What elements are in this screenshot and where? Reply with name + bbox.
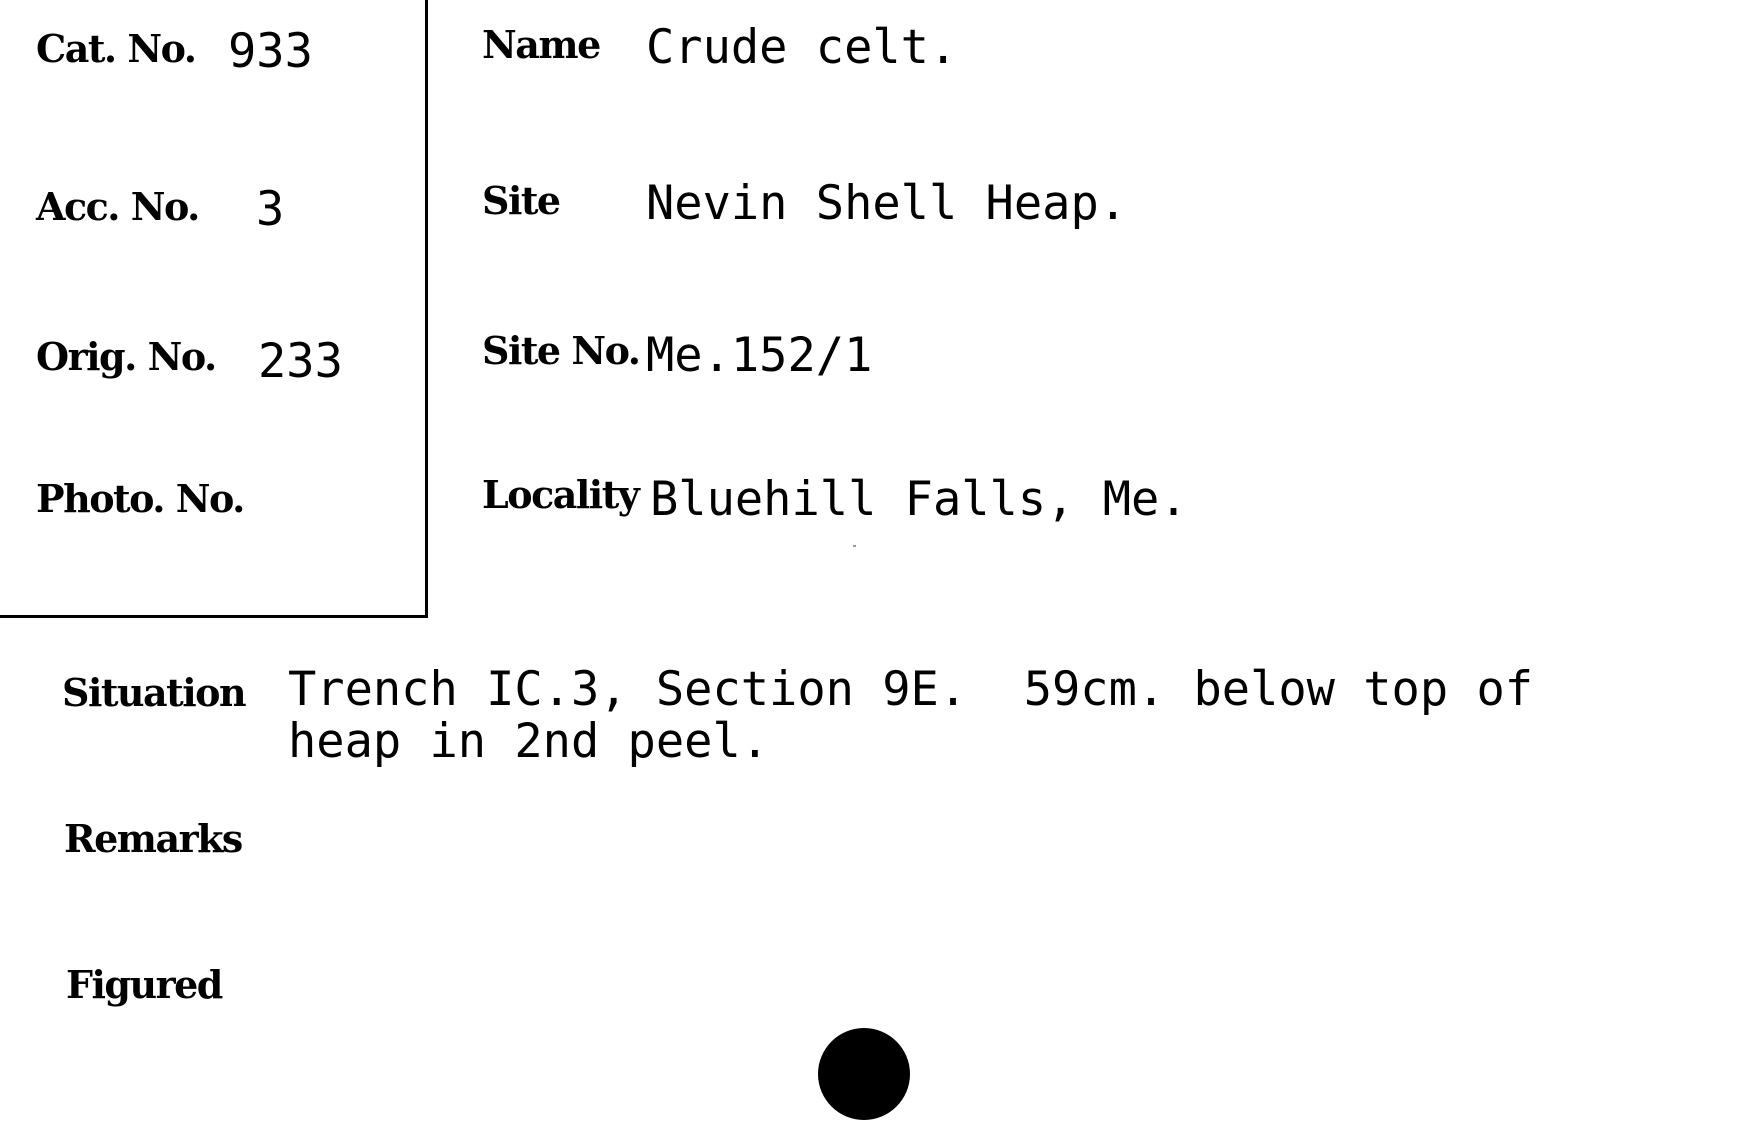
cat-no-value: 933 xyxy=(228,24,313,79)
id-box xyxy=(0,0,428,618)
orig-no-label: Orig. No. xyxy=(36,334,216,379)
situation-label: Situation xyxy=(62,670,246,715)
remarks-label: Remarks xyxy=(64,816,242,861)
orig-no-value: 233 xyxy=(258,334,343,389)
site-no-value: Me.152/1 xyxy=(646,328,873,383)
punch-hole xyxy=(818,1028,910,1120)
photo-no-label: Photo. No. xyxy=(36,476,244,521)
acc-no-label: Acc. No. xyxy=(36,184,199,229)
name-value: Crude celt. xyxy=(646,20,958,75)
cat-no-label: Cat. No. xyxy=(36,26,196,71)
situation-value: Trench IC.3, Section 9E. 59cm. below top of heap in 2nd peel. xyxy=(288,662,1534,769)
site-no-label: Site No. xyxy=(482,328,640,373)
dust-speck xyxy=(853,545,856,547)
figured-label: Figured xyxy=(66,962,222,1007)
site-value: Nevin Shell Heap. xyxy=(646,176,1128,231)
locality-label: Locality xyxy=(482,472,639,517)
site-label: Site xyxy=(482,178,560,223)
name-label: Name xyxy=(482,22,600,67)
acc-no-value: 3 xyxy=(256,182,285,237)
locality-value: Bluehill Falls, Me. xyxy=(650,472,1188,527)
